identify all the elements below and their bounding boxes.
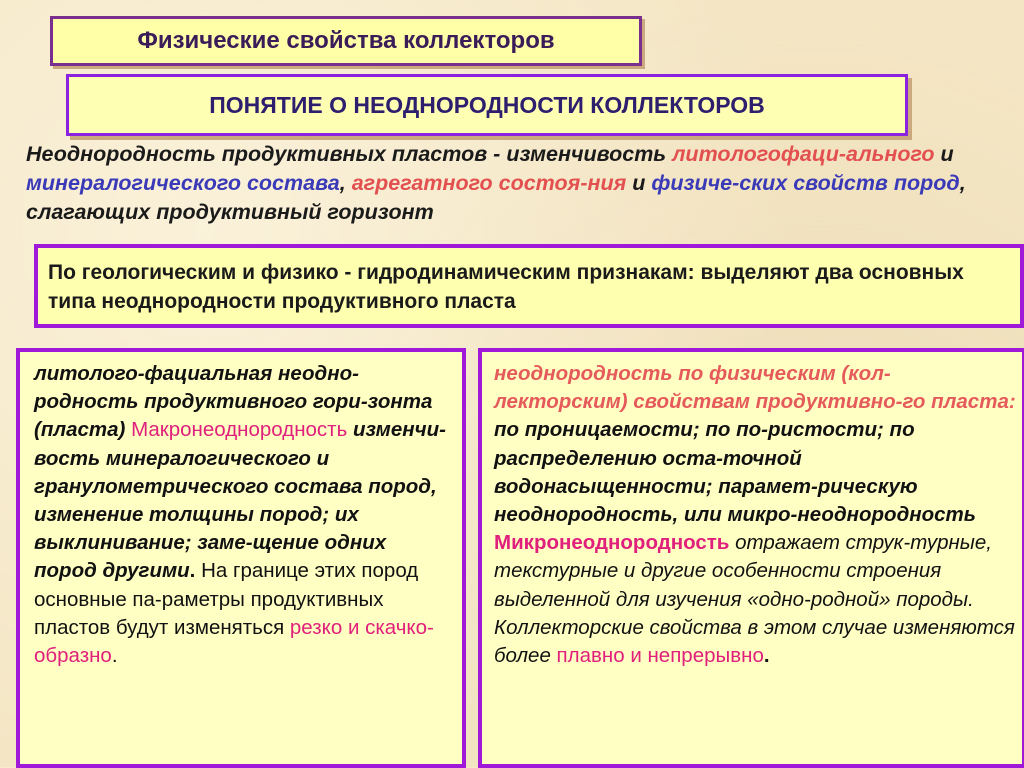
definition-term-aggregate: агрегатного состоя-ния (351, 171, 627, 195)
macroheterogeneity-term: Макронеоднородность (131, 418, 348, 442)
criteria-text: По геологическим и физико - гидродинамическим признакам: выделяют два основных типа неоднородности продуктивного пласта (48, 261, 964, 313)
definition-part-1: Неоднородность продуктивных пластов - изменчивость (26, 142, 673, 166)
microheterogeneity-term: Микронеоднородность (494, 531, 730, 555)
left-panel-tail: На границе этих пород основные па-раметры продуктивных пластов будут изменяться (34, 559, 419, 639)
definition-part-2: и (934, 142, 954, 166)
slide-title-text: ПОНЯТИЕ О НЕОДНОРОДНОСТИ КОЛЛЕКТОРОВ (209, 91, 765, 118)
definition-term-lithofacial: литологофаци-ального (672, 142, 935, 166)
slide-subtitle-text: Физические свойства коллекторов (137, 27, 555, 54)
right-panel-description-1: отражает струк- (729, 531, 911, 555)
slide-subtitle (50, 16, 642, 66)
macroheterogeneity-panel (16, 348, 466, 768)
right-panel-heading: неоднородность по физическим (кол-лекторским) свойствам продуктивно-го пласта: (494, 362, 1016, 414)
left-panel-end: . (111, 644, 118, 668)
right-panel-description-3: Коллекторские свойства в этом случае изменяются более (494, 615, 1015, 668)
right-panel-list: по проницаемости; по по-ристости; по распределению оста-точной водонасыщенности; парамет-рическую неоднородность, или микро-неоднородность (494, 418, 976, 527)
left-panel-accent: резко и скачко-образно (34, 615, 434, 668)
microheterogeneity-panel (478, 348, 1024, 768)
right-panel-end: . (763, 644, 770, 668)
definition-term-physical: физиче-ских свойств пород (651, 171, 960, 195)
definition-part-4: и (626, 171, 652, 195)
right-panel-accent: плавно и непрерывно (556, 644, 764, 668)
right-panel-description-2: турные, текстурные и другие особенности строения выделенной для изучения «одно-родной» породы. (494, 531, 992, 611)
slide-title (66, 74, 908, 136)
left-panel-description: изменчи-вость минералогического и гранулометрического состава пород, изменение толщины пород; их выклинивание; заме-щение одних пород другими (34, 418, 446, 583)
left-panel-heading: литолого-фациальная неодно-родность продуктивного гори-зонта (пласта) (34, 362, 433, 442)
criteria-box (34, 244, 1024, 328)
left-panel-period: . (189, 559, 196, 583)
definition-term-mineral: минералогического состава (26, 171, 340, 195)
definition-paragraph (26, 140, 1020, 227)
definition-part-5: , слагающих продуктивный горизонт (26, 171, 966, 224)
definition-part-3: , (339, 171, 352, 195)
